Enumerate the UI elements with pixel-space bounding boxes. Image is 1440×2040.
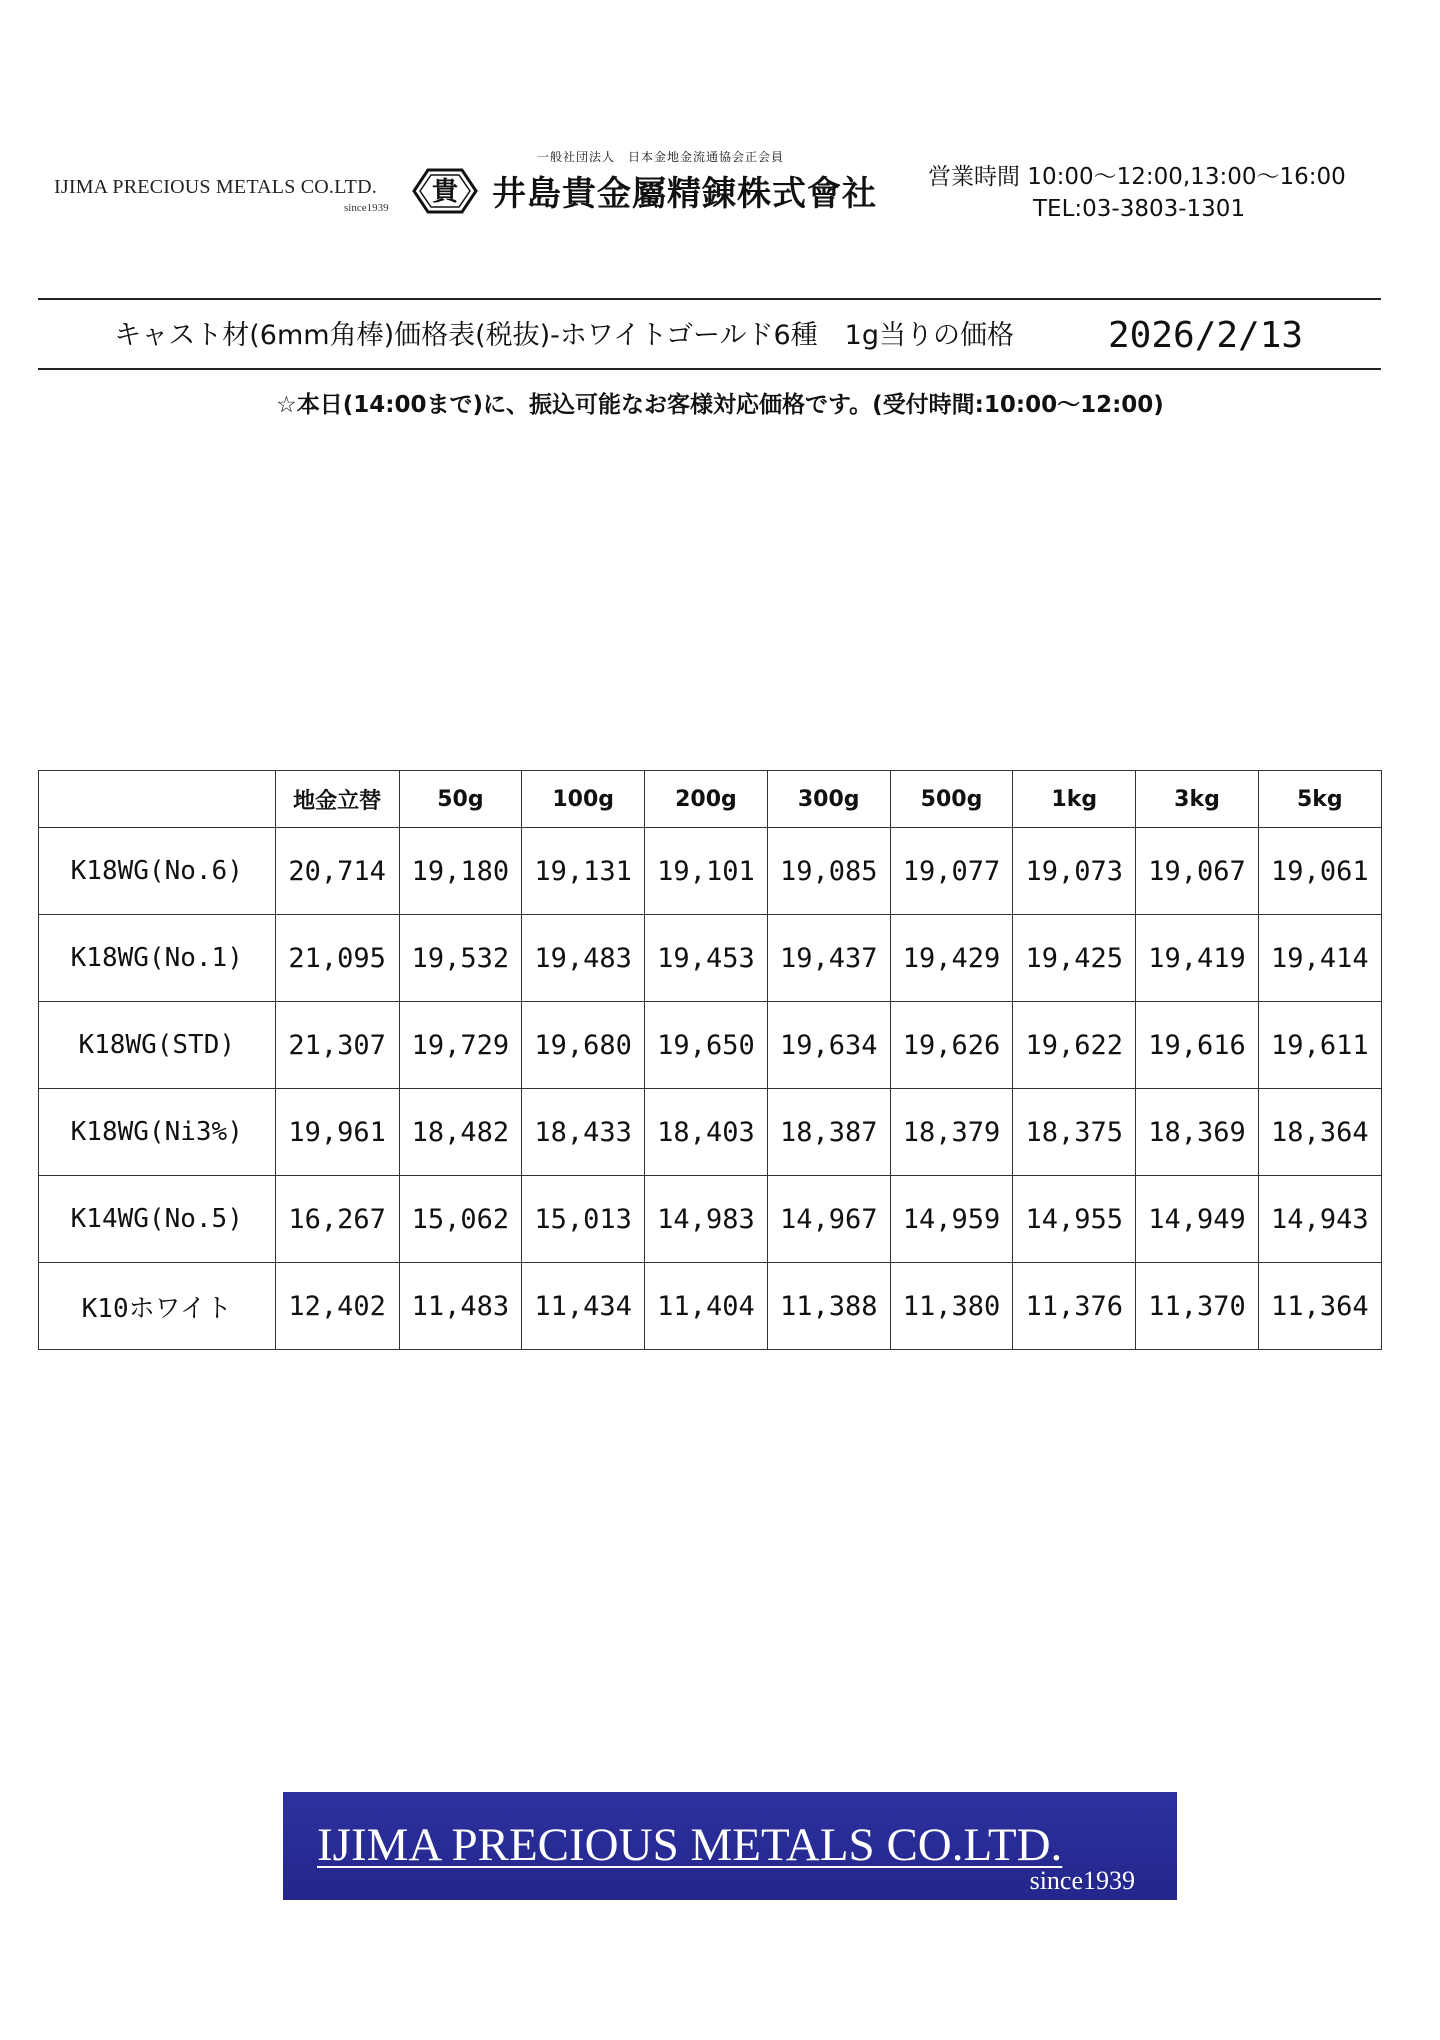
price-cell: 19,483 — [522, 915, 645, 1002]
row-label: K18WG(STD) — [39, 1002, 276, 1089]
price-cell: 19,729 — [399, 1002, 521, 1089]
price-cell: 11,388 — [767, 1263, 890, 1350]
price-cell: 14,943 — [1258, 1176, 1381, 1263]
row-label: K10ホワイト — [39, 1263, 276, 1350]
table-row — [39, 1176, 1382, 1263]
price-cell: 19,611 — [1258, 1002, 1381, 1089]
company-name-en: IJIMA PRECIOUS METALS CO.LTD. — [54, 176, 377, 198]
price-cell: 19,961 — [275, 1089, 399, 1176]
price-cell: 19,061 — [1258, 828, 1381, 915]
price-cell: 18,403 — [645, 1089, 767, 1176]
price-cell: 11,370 — [1136, 1263, 1258, 1350]
price-cell: 18,379 — [890, 1089, 1012, 1176]
price-cell: 19,077 — [890, 828, 1012, 915]
price-cell: 11,483 — [399, 1263, 521, 1350]
table-row — [39, 1089, 1382, 1176]
phone-number: TEL:03-3803-1301 — [1033, 196, 1246, 222]
price-cell: 19,425 — [1013, 915, 1136, 1002]
price-cell: 19,622 — [1013, 1002, 1136, 1089]
price-notice: ☆本日(14:00まで)に、振込可能なお客様対応価格です。(受付時間:10:00〜12:00) — [276, 392, 1164, 418]
table-row — [39, 828, 1382, 915]
row-label: K18WG(Ni3%) — [39, 1089, 276, 1176]
banner-since: since1939 — [1029, 1866, 1135, 1895]
price-cell: 19,067 — [1136, 828, 1258, 915]
price-cell: 11,376 — [1013, 1263, 1136, 1350]
price-cell: 19,429 — [890, 915, 1012, 1002]
row-label: K14WG(No.5) — [39, 1176, 276, 1263]
price-cell: 19,680 — [522, 1002, 645, 1089]
price-cell: 19,634 — [767, 1002, 890, 1089]
title-rule-bottom — [38, 368, 1381, 370]
price-cell: 14,949 — [1136, 1176, 1258, 1263]
business-hours: 営業時間 10:00〜12:00,13:00〜16:00 — [928, 164, 1346, 190]
price-cell: 19,085 — [767, 828, 890, 915]
price-cell: 12,402 — [275, 1263, 399, 1350]
price-table — [38, 770, 1382, 1350]
price-cell: 19,616 — [1136, 1002, 1258, 1089]
price-cell: 19,532 — [399, 915, 521, 1002]
price-cell: 18,433 — [522, 1089, 645, 1176]
price-cell: 15,013 — [522, 1176, 645, 1263]
price-date: 2026/2/13 — [1108, 315, 1304, 356]
row-label: K18WG(No.1) — [39, 915, 276, 1002]
table-row — [39, 915, 1382, 1002]
company-seal-icon — [410, 166, 480, 216]
column-header: 1kg — [1013, 771, 1136, 828]
price-cell: 11,404 — [645, 1263, 767, 1350]
column-header: 50g — [399, 771, 521, 828]
price-cell: 19,131 — [522, 828, 645, 915]
price-cell: 14,959 — [890, 1176, 1012, 1263]
price-cell: 11,364 — [1258, 1263, 1381, 1350]
price-cell: 18,482 — [399, 1089, 521, 1176]
title-rule-top — [38, 298, 1381, 300]
price-cell: 19,101 — [645, 828, 767, 915]
company-since: since1939 — [344, 202, 389, 214]
company-banner — [283, 1792, 1177, 1900]
price-cell: 19,073 — [1013, 828, 1136, 915]
price-cell: 16,267 — [275, 1176, 399, 1263]
column-header — [39, 771, 276, 828]
column-header: 3kg — [1136, 771, 1258, 828]
price-cell: 19,414 — [1258, 915, 1381, 1002]
price-cell: 18,364 — [1258, 1089, 1381, 1176]
letterhead — [0, 0, 1440, 270]
price-cell: 19,180 — [399, 828, 521, 915]
price-table-title: キャスト材(6mm角棒)価格表(税抜)-ホワイトゴールド6種 1g当りの価格 — [114, 320, 1014, 351]
column-header: 地金立替 — [275, 771, 399, 828]
association-membership: 一般社団法人 日本金地金流通協会正会員 — [537, 150, 785, 164]
price-cell: 18,387 — [767, 1089, 890, 1176]
price-cell: 19,650 — [645, 1002, 767, 1089]
column-header: 300g — [767, 771, 890, 828]
price-cell: 15,062 — [399, 1176, 521, 1263]
company-name-jp: 井島貴金屬精錬株式會社 — [492, 174, 877, 214]
price-cell: 19,453 — [645, 915, 767, 1002]
price-cell: 14,967 — [767, 1176, 890, 1263]
svg-text:貴: 貴 — [431, 177, 459, 207]
price-cell: 19,419 — [1136, 915, 1258, 1002]
price-cell: 18,375 — [1013, 1089, 1136, 1176]
price-cell: 14,983 — [645, 1176, 767, 1263]
column-header: 500g — [890, 771, 1012, 828]
table-row — [39, 1263, 1382, 1350]
price-cell: 19,626 — [890, 1002, 1012, 1089]
price-cell: 14,955 — [1013, 1176, 1136, 1263]
price-cell: 21,095 — [275, 915, 399, 1002]
table-row — [39, 1002, 1382, 1089]
column-header: 200g — [645, 771, 767, 828]
price-cell: 19,437 — [767, 915, 890, 1002]
column-header: 100g — [522, 771, 645, 828]
price-cell: 20,714 — [275, 828, 399, 915]
price-cell: 18,369 — [1136, 1089, 1258, 1176]
price-cell: 21,307 — [275, 1002, 399, 1089]
column-header: 5kg — [1258, 771, 1381, 828]
row-label: K18WG(No.6) — [39, 828, 276, 915]
price-cell: 11,380 — [890, 1263, 1012, 1350]
table-header-row — [39, 771, 1382, 828]
price-cell: 11,434 — [522, 1263, 645, 1350]
banner-company-name: IJIMA PRECIOUS METALS CO.LTD. — [317, 1819, 1063, 1871]
